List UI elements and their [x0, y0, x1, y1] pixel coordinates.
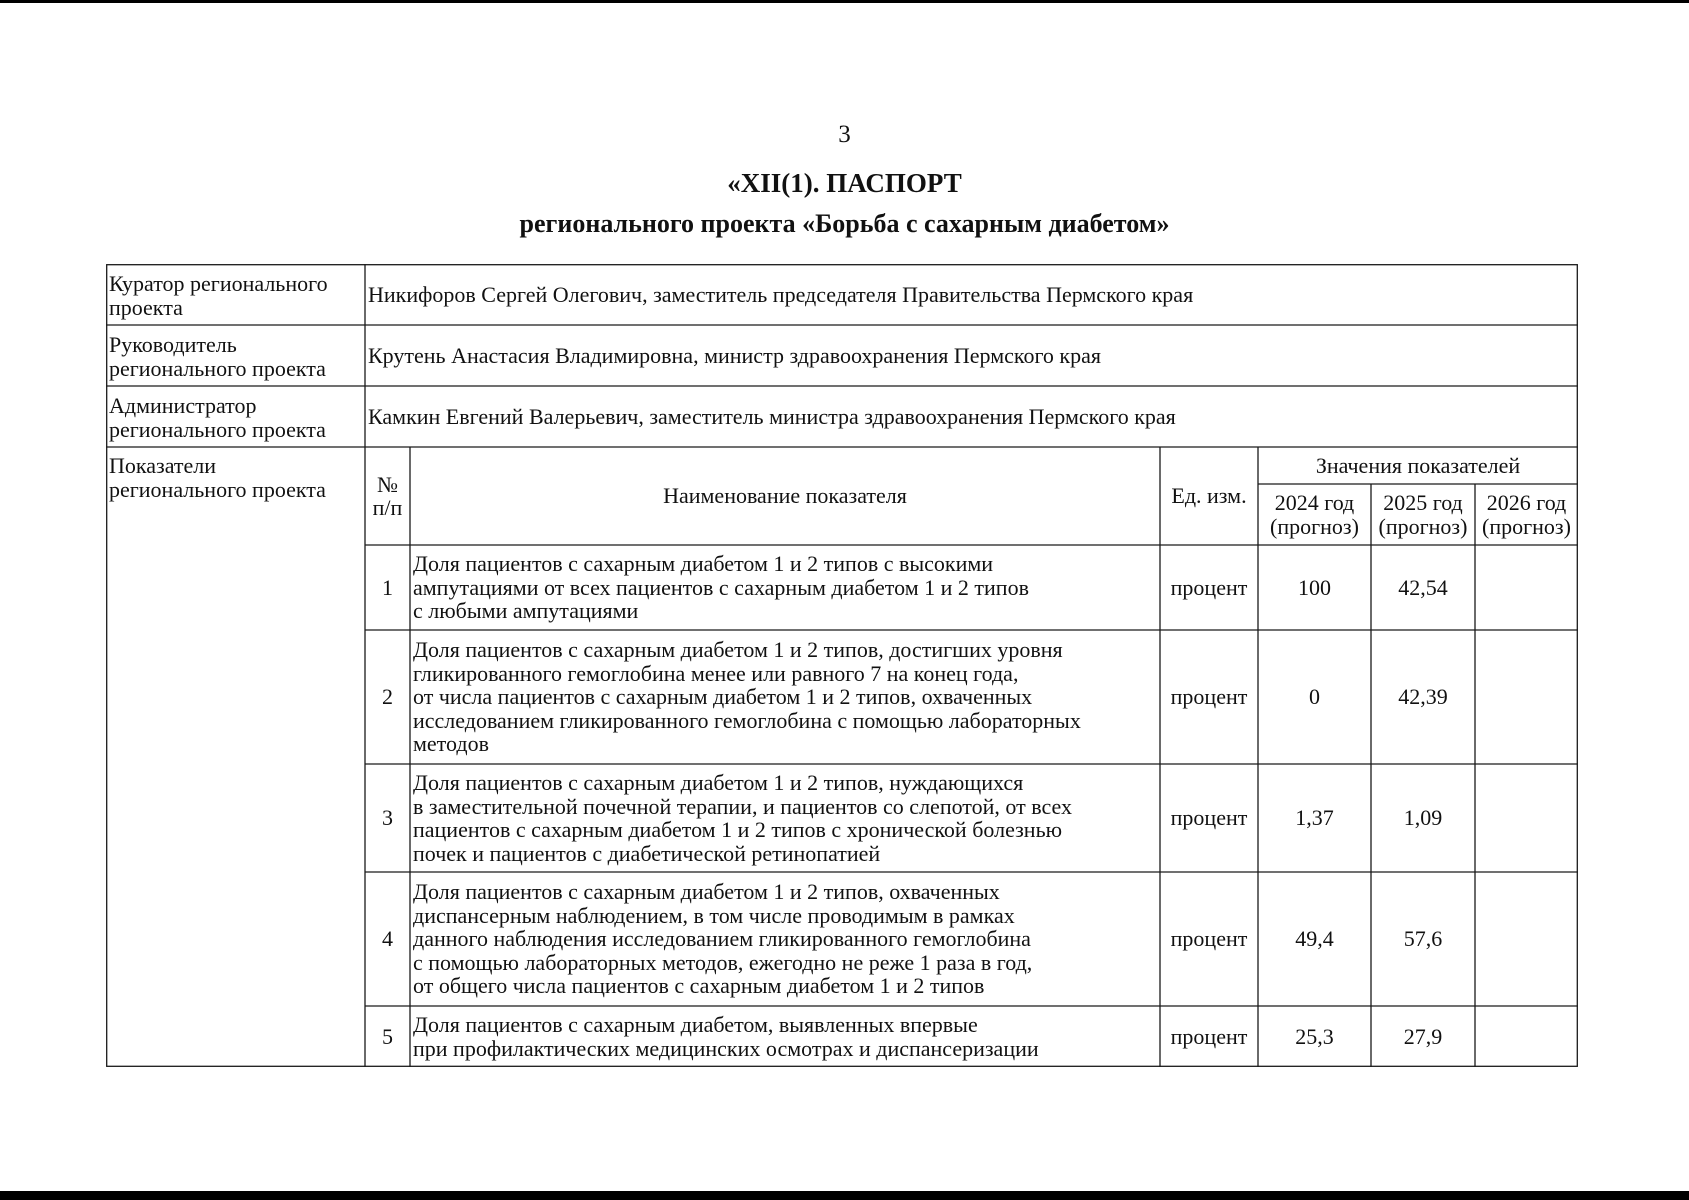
table-row-2-value-2026: [1475, 630, 1578, 764]
table-row-2-num: 2: [382, 684, 393, 710]
header-values-group: Значения показателей: [1315, 452, 1521, 478]
table-row-3-name: Доля пациентов с сахарным диабетом 1 и 2 типов, нуждающихся в заместительной почечной терапии, и пациентов со слепотой, от всех пациентов с сахарным диабетом 1 и 2 типов с хронической болезнью почек и пациентов с диабетической ретинопатией: [413, 770, 1072, 866]
table-row-3-value-2026: [1475, 764, 1578, 872]
header-unit: Ед. изм.: [1171, 483, 1247, 509]
table-row-5-value-2024: 25,3: [1295, 1023, 1334, 1049]
table-row-2-value-2024: 0: [1309, 684, 1320, 710]
table-row-5-value-2025: 27,9: [1403, 1023, 1443, 1049]
table-row-1-num: 1: [382, 574, 393, 600]
scan-edge-bottom: [0, 1191, 1689, 1200]
indicators-label: Показатели регионального проекта: [109, 454, 326, 502]
table-row-4-value-2026: [1475, 872, 1578, 1006]
table-row-3-num: 3: [382, 805, 393, 831]
table-row-1-value-2026: [1475, 545, 1578, 630]
table-row-1-value-2025: 42,54: [1398, 574, 1448, 600]
header-year-2026: 2026 год (прогноз): [1482, 490, 1571, 539]
table-row-1-name: Доля пациентов с сахарным диабетом 1 и 2 типов с высокими ампутациями от всех пациентов с сахарным диабетом 1 и 2 типов с любыми ампутациями: [413, 551, 1029, 624]
administrator-label: Администратор регионального проекта: [109, 394, 326, 442]
table-row-4-value-2024: 49,4: [1295, 926, 1334, 952]
administrator-value: Камкин Евгений Валерьевич, заместитель министра здравоохранения Пермского края: [368, 403, 1176, 429]
table-row-5-unit: процент: [1170, 1023, 1248, 1049]
table-row-5-name: Доля пациентов с сахарным диабетом, выявленных впервые при профилактических медицинских осмотрах и диспансеризации: [413, 1012, 1039, 1061]
table-row-3-value-2024: 1,37: [1295, 805, 1334, 831]
table-row-4-unit: процент: [1170, 926, 1248, 952]
document-subtitle: регионального проекта «Борьба с сахарным диабетом»: [519, 209, 1170, 238]
table-row-5-value-2026: [1475, 1006, 1578, 1067]
scan-edge-top: [0, 0, 1689, 3]
header-year-2024: 2024 год (прогноз): [1270, 490, 1359, 539]
table-row-3-unit: процент: [1170, 805, 1248, 831]
manager-label: Руководитель регионального проекта: [109, 333, 326, 381]
table-row-2-unit: процент: [1170, 684, 1248, 710]
document-title: «XII(1). ПАСПОРТ: [727, 168, 962, 198]
table-row-3-value-2025: 1,09: [1403, 805, 1443, 831]
curator-label: Куратор регионального проекта: [109, 272, 328, 320]
curator-value: Никифоров Сергей Олегович, заместитель председателя Правительства Пермского края: [368, 281, 1194, 307]
table-row-4-name: Доля пациентов с сахарным диабетом 1 и 2 типов, охваченных диспансерным наблюдением, в том числе проводимым в рамках данного наблюдения исследованием гликированного гемоглобина с помощью лабораторных методов, ежегодно не реже 1 раза в год, от общего числа пациентов с сахарным диабетом 1 и 2 типов: [413, 879, 1033, 999]
table-row-1-unit: процент: [1170, 574, 1248, 600]
table-row-2-value-2025: 42,39: [1398, 684, 1448, 710]
table-row-4-num: 4: [382, 926, 393, 952]
page-number: 3: [838, 121, 851, 148]
table-row-4-value-2025: 57,6: [1403, 926, 1443, 952]
header-indicator-name: Наименование показателя: [663, 483, 907, 509]
header-num: № п/п: [372, 471, 403, 520]
header-year-2025: 2025 год (прогноз): [1378, 490, 1468, 539]
table-row-2-name: Доля пациентов с сахарным диабетом 1 и 2 типов, достигших уровня гликированного гемоглобина менее или равного 7 на конец года, от числа пациентов с сахарным диабетом 1 и 2 типов, охваченных исследованием гликированного гемоглобина с помощью лабораторных методов: [413, 637, 1081, 757]
table-row-5-num: 5: [382, 1023, 393, 1049]
passport-table: [106, 264, 1578, 1067]
table-row-1-value-2024: 100: [1298, 574, 1331, 600]
manager-value: Крутень Анастасия Владимировна, министр здравоохранения Пермского края: [368, 342, 1101, 368]
